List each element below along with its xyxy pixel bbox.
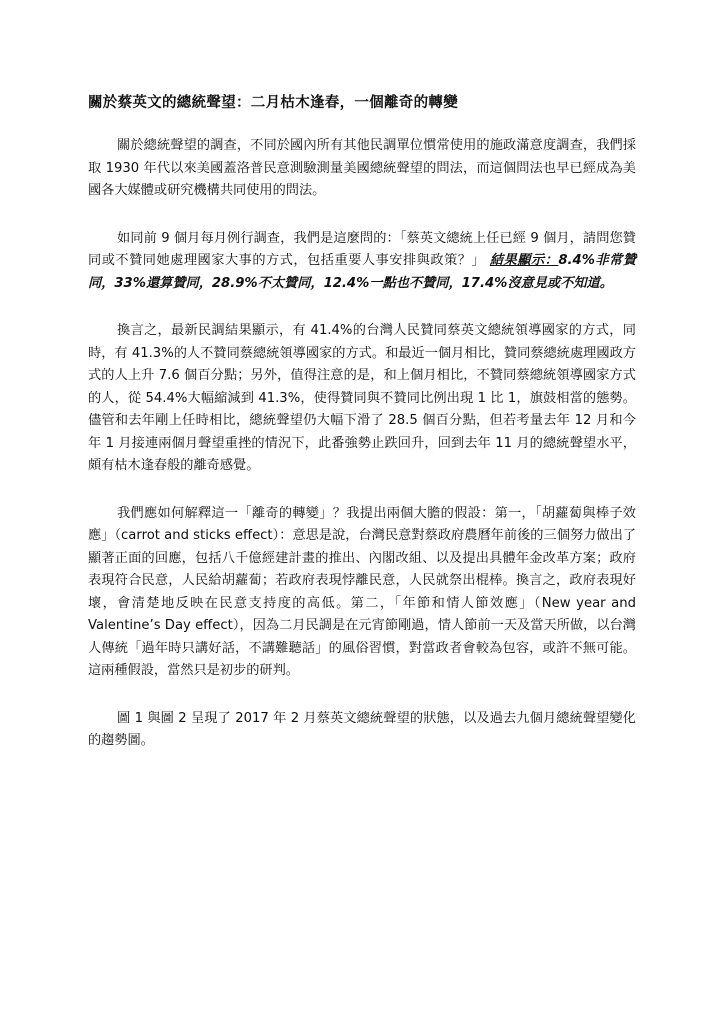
paragraph-latest-results: 換言之，最新民調結果顯示，有 41.4%的台灣人民贊同蔡英文總統領導國家的方式，同時，有 41.3%的人不贊同蔡總統領導國家的方式。和最近一個月相比，贊同蔡總統處理國政方式的人上升 7.6 個百分點；另外，值得注意的是，和上個月相比，不贊同蔡總統領導國家方式的人，從 54.4%大幅縮減到 41.3%，使得贊同與不贊同比例出現 1 比 1，旗鼓相當的態勢。儘管和去年剛上任時相比，總統聲望仍大幅下滑了 28.5 個百分點，但若考量去年 12 月和今年 1 月接連兩個月聲望重挫的情況下，此番強勢止跌回升，回到去年 11 月的總統聲望水平，頗有枯木逢春般的離奇感覺。 [88, 323, 636, 473]
survey-result-label: 結果顯示： [489, 253, 559, 268]
paragraph-survey-method: 關於總統聲望的調查，不同於國內所有其他民調單位慣常使用的施政滿意度調查，我們採取 1930 年代以來美國蓋洛普民意測驗測量美國總統聲望的問法，而這個問法也早已經成為美國各大媒體或研究機構共同使用的問法。 [88, 138, 636, 198]
paragraph-hypotheses: 我們應如何解釋這一「離奇的轉變」？我提出兩個大膽的假設：第一，「胡蘿蔔與棒子效應」（carrot and sticks effect）：意思是說，台灣民意對蔡政府農曆年前後的三個努力做出了顯著正面的回應，包括八千億經建計畫的推出、內閣改組、以及提出具體年金改革方案；政府表現符合民意，人民給胡蘿蔔；若政府表現悖離民意，人民就祭出棍棒。換言之，政府表現好壞，會清楚地反映在民意支持度的高低。第二，「年節和情人節效應」（New year and Valentine’s Day effect），因為二月民調是在元宵節剛過，情人節前一天及當天所做，以台灣人傳統「過年時只講好話，不講難聽話」的風俗習慣，對當政者會較為包容，或許不無可能。這兩種假設，當然只是初步的研判。 [88, 505, 636, 678]
document-body [88, 93, 636, 778]
survey-question-text: 如同前 9 個月每月例行調查，我們是這麼問的：「蔡英文總統上任已經 9 個月，請問您贊同或不贊同她處理國家大事的方式，包括重要人事安排與政策？」 [88, 230, 636, 268]
survey-result-values: 8.4%非常贊同，33%還算贊同，28.9%不太贊同，12.4%一點也不贊同，17.4%沒意見或不知道。 [88, 253, 637, 291]
document-title: 關於蔡英文的總統聲望：二月枯木逢春，一個離奇的轉變 [88, 94, 458, 111]
paragraph-survey-question [88, 228, 636, 296]
paragraph-figures-note: 圖 1 與圖 2 呈現了 2017 年 2 月蔡英文總統聲望的狀態，以及過去九個月總統聲望變化的趨勢圖。 [88, 710, 636, 748]
